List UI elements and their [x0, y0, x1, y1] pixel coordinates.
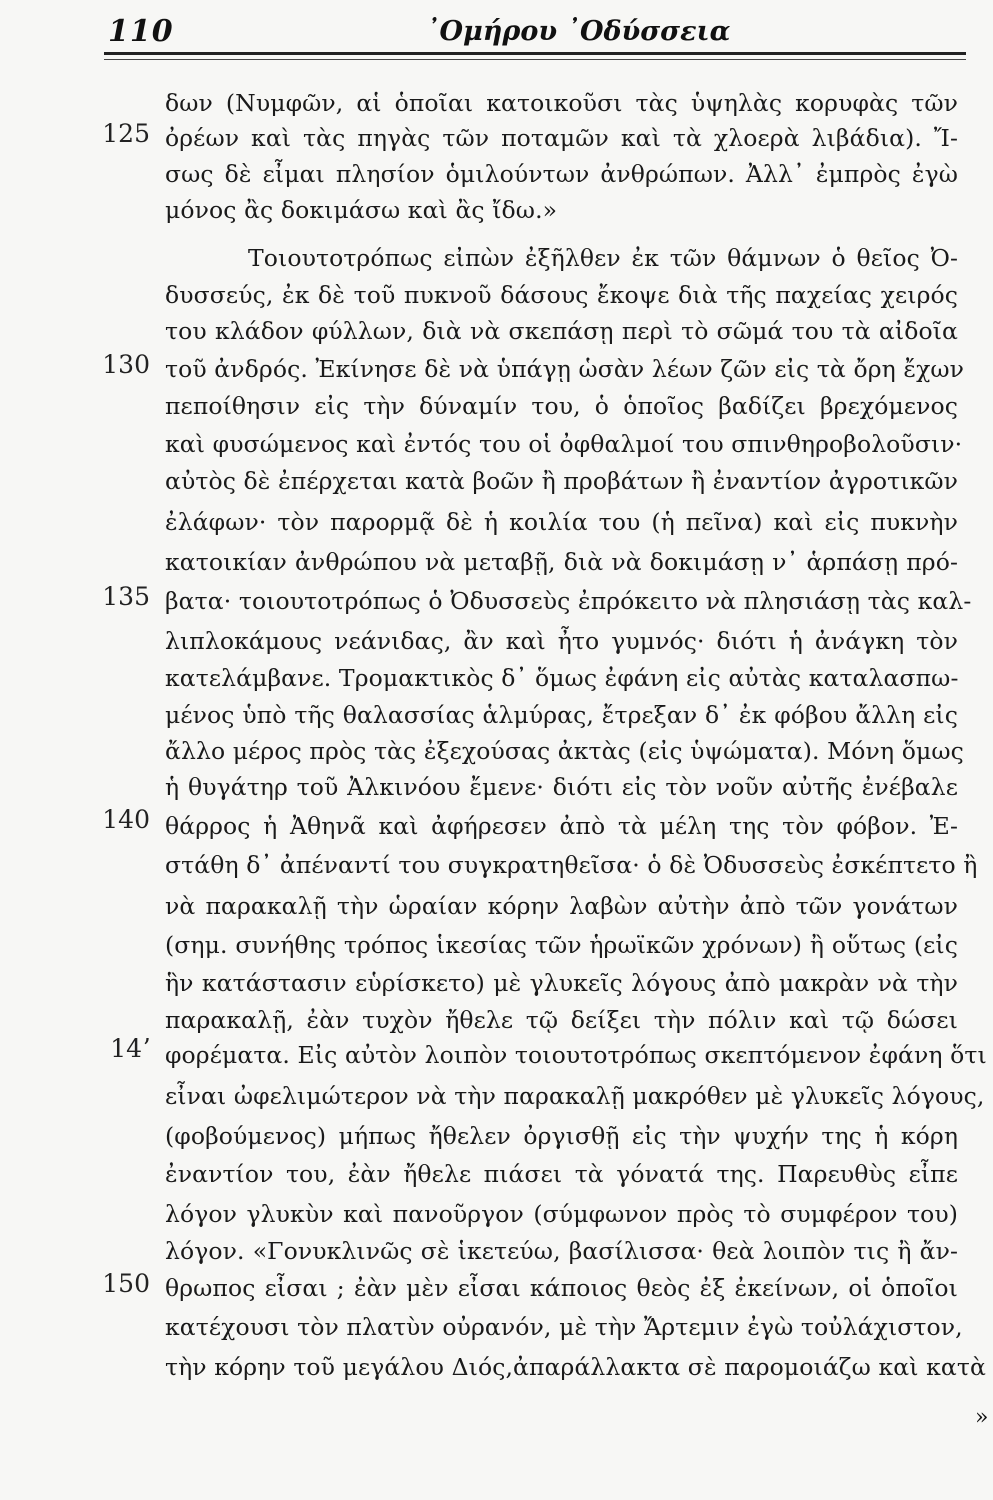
line-number: 135 — [102, 582, 150, 611]
text-line: (σημ. συνήθης τρόπος ἱκεσίας τῶν ἡρωϊκῶν χρόνων) ἢ οὕτως (εἰς — [165, 931, 958, 959]
text-line: λιπλοκάμους νεάνιδας, ἂν καὶ ἦτο γυμνός· διότι ἡ ἀνάγκη τὸν — [165, 627, 958, 655]
line-number: 140 — [102, 805, 150, 834]
text-line: δυσσεύς, ἐκ δὲ τοῦ πυκνοῦ δάσους ἔκοψε διὰ τῆς παχείας χειρός — [165, 281, 958, 309]
text-line: στάθη δ᾿ ἀπέναντί του συγκρατηθεῖσα· ὁ δὲ Ὀδυσσεὺς ἐσκέπτετο ἢ — [165, 851, 978, 879]
text-line: Τοιουτοτρόπως εἰπὼν ἐξῆλθεν ἐκ τῶν θάμνων ὁ θεῖος Ὀ- — [248, 244, 958, 272]
text-line: μόνος ἂς δοκιμάσω καὶ ἂς ἴδω.» — [165, 196, 558, 224]
text-line: εἶναι ὠφελιμώτερον νὰ τὴν παρακαλῇ μακρόθεν μὲ γλυκεῖς λόγους, — [165, 1082, 985, 1110]
text-line: ἣν κατάστασιν εὑρίσκετο) μὲ γλυκεῖς λόγους ἀπὸ μακρὰν νὰ τὴν — [165, 969, 958, 997]
text-line: παρακαλῇ, ἐὰν τυχὸν ἤθελε τῷ δείξει τὴν πόλιν καὶ τῷ δώσει — [165, 1006, 958, 1034]
text-line: σως δὲ εἶμαι πλησίον ὁμιλούντων ἀνθρώπων. Ἀλλ᾿ ἐμπρὸς ἐγὼ — [165, 160, 958, 188]
text-line: ἡ θυγάτηρ τοῦ Ἀλκινόου ἔμενε· διότι εἰς τὸν νοῦν αὐτῆς ἐνέβαλε — [165, 773, 958, 801]
text-line: νὰ παρακαλῇ τὴν ὡραίαν κόρην λαβὼν αὐτὴν ἀπὸ τῶν γονάτων — [165, 892, 958, 920]
line-number: 14ʼ — [110, 1034, 150, 1063]
text-line: θρωπος εἶσαι ; ἐὰν μὲν εἶσαι κάποιος θεὸς ἐξ ἐκείνων, οἱ ὁποῖοι — [165, 1274, 958, 1302]
line-number: 130 — [102, 350, 150, 379]
running-title: ᾿Ομήρου ᾿Οδύσσεια — [426, 16, 731, 47]
page-number: 110 — [108, 14, 174, 49]
text-line: τὴν κόρην τοῦ μεγάλου Διός,ἀπαράλλακτα σὲ παρομοιάζω καὶ κατὰ — [165, 1353, 986, 1381]
text-line: μένος ὑπὸ τῆς θαλασσίας ἁλμύρας, ἔτρεξαν δ᾿ ἐκ φόβου ἄλλη εἰς — [165, 701, 958, 729]
text-line: τοῦ ἀνδρός. Ἐκίνησε δὲ νὰ ὑπάγῃ ὡσὰν λέων ζῶν εἰς τὰ ὄρη ἔχων — [165, 355, 965, 383]
header-rule-thick — [104, 52, 966, 55]
text-line: λόγον γλυκὺν καὶ πανοῦργον (σύμφωνον πρὸς τὸ συμφέρον του) — [165, 1200, 958, 1228]
text-line: (φοβούμενος) μήπως ἤθελεν ὀργισθῇ εἰς τὴν ψυχήν της ἡ κόρη — [165, 1122, 958, 1150]
text-line: λόγον. «Γονυκλινῶς σὲ ἱκετεύω, βασίλισσα· θεὰ λοιπὸν τις ἢ ἄν- — [165, 1237, 958, 1265]
text-line: του κλάδον φύλλων, διὰ νὰ σκεπάσῃ περὶ τὸ σῶμά του τὰ αἰδοῖα — [165, 317, 958, 345]
text-line: ἄλλο μέρος πρὸς τὰς ἐξεχούσας ἀκτὰς (εἰς ὑψώματα). Μόνη ὅμως — [165, 737, 964, 765]
page-header — [108, 14, 966, 64]
margin-mark: » — [975, 1405, 989, 1430]
text-line: πεποίθησιν εἰς τὴν δύναμίν του, ὁ ὁποῖος βαδίζει βρεχόμενος — [165, 392, 958, 420]
text-line: δων (Νυμφῶν, αἱ ὁποῖαι κατοικοῦσι τὰς ὑψηλὰς κορυφὰς τῶν — [165, 89, 958, 117]
text-line: κατελάμβανε. Τρομακτικὸς δ᾿ ὅμως ἐφάνη εἰς αὐτὰς καταλασπω- — [165, 664, 959, 692]
text-line: ἐλάφων· τὸν παρορμᾷ δὲ ἡ κοιλία του (ἡ πεῖνα) καὶ εἰς πυκνὴν — [165, 508, 958, 536]
text-line: κατοικίαν ἀνθρώπου νὰ μεταβῇ, διὰ νὰ δοκιμάσῃ ν᾿ ἁρπάσῃ πρό- — [165, 548, 958, 576]
text-line: κατέχουσι τὸν πλατὺν οὐρανόν, μὲ τὴν Ἄρτεμιν ἐγὼ τοὐλάχιστον, — [165, 1313, 963, 1341]
text-line: ἐναντίον του, ἐὰν ἤθελε πιάσει τὰ γόνατά της. Παρευθὺς εἶπε — [165, 1160, 958, 1188]
text-line: αὐτὸς δὲ ἐπέρχεται κατὰ βοῶν ἢ προβάτων ἢ ἐναντίον ἀγροτικῶν — [165, 467, 959, 495]
text-line: καὶ φυσώμενος καὶ ἐντός του οἱ ὀφθαλμοί του σπινθηροβολοῦσιν· — [165, 430, 963, 458]
text-line: φορέματα. Εἰς αὐτὸν λοιπὸν τοιουτοτρόπως σκεπτόμενον ἐφάνη ὅτι — [165, 1041, 987, 1069]
line-number: 150 — [102, 1269, 150, 1298]
text-line: βατα· τοιουτοτρόπως ὁ Ὀδυσσεὺς ἐπρόκειτο νὰ πλησιάσῃ τὰς καλ- — [165, 587, 972, 615]
header-rule-thin — [104, 59, 966, 60]
line-number: 125 — [102, 119, 150, 148]
text-line: θάρρος ἡ Ἀθηνᾶ καὶ ἀφήρεσεν ἀπὸ τὰ μέλη της τὸν φόβον. Ἐ- — [165, 812, 958, 840]
text-line: ὀρέων καὶ τὰς πηγὰς τῶν ποταμῶν καὶ τὰ χλοερὰ λιβάδια). Ἴ- — [165, 124, 958, 152]
